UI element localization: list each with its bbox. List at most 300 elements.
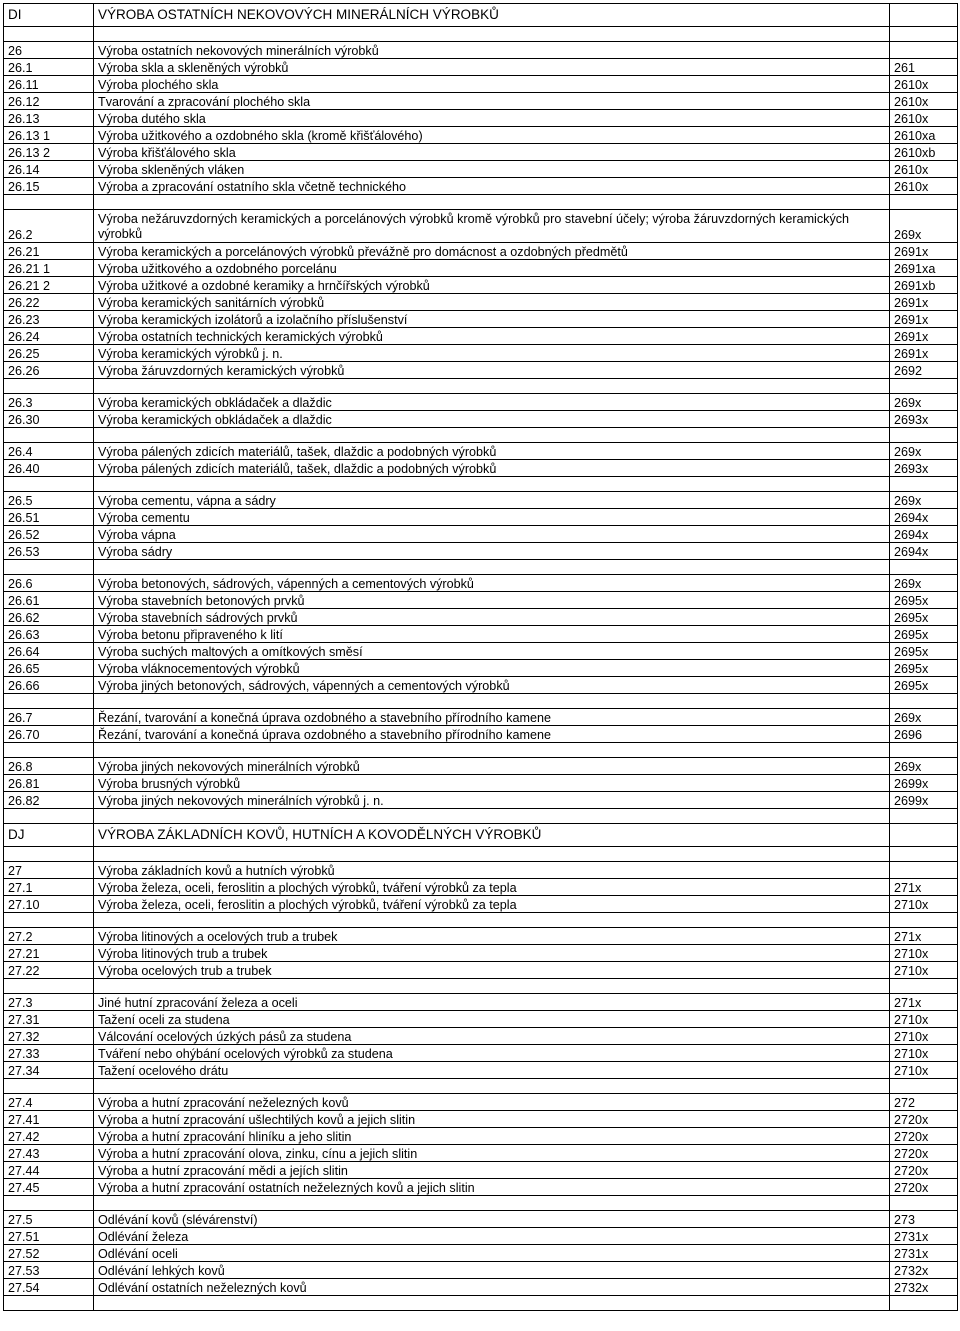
description-cell (94, 27, 890, 42)
code-cell: 27.3 (4, 994, 94, 1011)
description-cell: VÝROBA OSTATNÍCH NEKOVOVÝCH MINERÁLNÍCH VÝROBKŮ (94, 4, 890, 27)
description-cell (94, 477, 890, 492)
spacer-row (4, 694, 958, 709)
code-cell (4, 27, 94, 42)
description-cell: Výroba užitkové a ozdobné keramiky a hrnčířských výrobků (94, 277, 890, 294)
code-cell: 26.81 (4, 775, 94, 792)
code-cell: 26.51 (4, 509, 94, 526)
classification-cell: 2710x (890, 896, 958, 913)
description-cell (94, 809, 890, 824)
description-cell (94, 694, 890, 709)
table-row (4, 1045, 958, 1062)
code-cell (4, 809, 94, 824)
table-row (4, 110, 958, 127)
code-cell: 27.10 (4, 896, 94, 913)
classification-cell (890, 428, 958, 443)
code-cell: 26.7 (4, 709, 94, 726)
classification-cell: 2710x (890, 1028, 958, 1045)
classification-cell: 2691x (890, 328, 958, 345)
table-row (4, 543, 958, 560)
table-row (4, 243, 958, 260)
table-row (4, 492, 958, 509)
code-cell: 26.30 (4, 411, 94, 428)
classification-cell: 2696 (890, 726, 958, 743)
classification-cell: 2699x (890, 775, 958, 792)
section-header-row (4, 4, 958, 27)
table-row (4, 526, 958, 543)
classification-cell (890, 979, 958, 994)
spacer-row (4, 1079, 958, 1094)
code-cell: 26.66 (4, 677, 94, 694)
description-cell: Výroba stavebních sádrových prvků (94, 609, 890, 626)
code-cell: 26.70 (4, 726, 94, 743)
description-cell: VÝROBA ZÁKLADNÍCH KOVŮ, HUTNÍCH A KOVODĚLNÝCH VÝROBKŮ (94, 824, 890, 847)
table-row (4, 758, 958, 775)
classification-cell: 271x (890, 994, 958, 1011)
classification-cell: 2720x (890, 1179, 958, 1196)
code-cell: 26.11 (4, 76, 94, 93)
classification-cell: 2695x (890, 609, 958, 626)
spacer-row (4, 27, 958, 42)
table-row (4, 677, 958, 694)
description-cell: Výroba a hutní zpracování mědi a jejích slitin (94, 1162, 890, 1179)
code-cell: 26.13 1 (4, 127, 94, 144)
classification-cell: 2693x (890, 460, 958, 477)
code-cell: 26.53 (4, 543, 94, 560)
classification-cell: 2610x (890, 93, 958, 110)
code-cell (4, 560, 94, 575)
table-row (4, 59, 958, 76)
classification-cell: 269x (890, 575, 958, 592)
description-cell: Výroba keramických a porcelánových výrobků převážně pro domácnost a ozdobných předmětů (94, 243, 890, 260)
classification-cell: 2610x (890, 161, 958, 178)
table-row (4, 928, 958, 945)
description-cell: Výroba užitkového a ozdobného porcelánu (94, 260, 890, 277)
description-cell: Výroba litinových trub a trubek (94, 945, 890, 962)
classification-cell: 2720x (890, 1128, 958, 1145)
table-row (4, 1279, 958, 1296)
code-cell (4, 1296, 94, 1311)
table-row (4, 726, 958, 743)
description-cell: Výroba keramických výrobků j. n. (94, 345, 890, 362)
classification-cell: 2695x (890, 660, 958, 677)
classification-cell (890, 824, 958, 847)
code-cell: DJ (4, 824, 94, 847)
classification-cell: 2693x (890, 411, 958, 428)
description-cell: Řezání, tvarování a konečná úprava ozdobného a stavebního přírodního kamene (94, 726, 890, 743)
code-cell: 26.12 (4, 93, 94, 110)
code-cell: 27.52 (4, 1245, 94, 1262)
table-row (4, 962, 958, 979)
description-cell: Výroba skla a skleněných výrobků (94, 59, 890, 76)
table-row (4, 792, 958, 809)
code-cell: 27.22 (4, 962, 94, 979)
code-cell: 27.1 (4, 879, 94, 896)
table-row (4, 1228, 958, 1245)
table-row (4, 879, 958, 896)
classification-cell: 2710x (890, 1062, 958, 1079)
classification-cell: 2720x (890, 1162, 958, 1179)
classification-cell: 2691xb (890, 277, 958, 294)
classification-cell: 2695x (890, 592, 958, 609)
description-cell: Výroba jiných nekovových minerálních výrobků (94, 758, 890, 775)
classification-cell: 2695x (890, 677, 958, 694)
table-row (4, 709, 958, 726)
description-cell: Výroba a hutní zpracování hliníku a jeho slitin (94, 1128, 890, 1145)
table-row (4, 311, 958, 328)
description-cell: Výroba užitkového a ozdobného skla (kromě křišťálového) (94, 127, 890, 144)
spacer-row (4, 743, 958, 758)
classification-cell: 2691x (890, 294, 958, 311)
table-row (4, 1011, 958, 1028)
table-row (4, 643, 958, 660)
table-row (4, 945, 958, 962)
code-cell: 26.14 (4, 161, 94, 178)
spacer-row (4, 979, 958, 994)
table-row (4, 1162, 958, 1179)
table-row (4, 328, 958, 345)
classification-cell: 269x (890, 709, 958, 726)
spacer-row (4, 195, 958, 210)
code-cell (4, 477, 94, 492)
classification-cell: 269x (890, 758, 958, 775)
code-cell (4, 743, 94, 758)
classification-cell (890, 913, 958, 928)
code-cell: 26.82 (4, 792, 94, 809)
table-row (4, 862, 958, 879)
description-cell (94, 1296, 890, 1311)
description-cell (94, 743, 890, 758)
classification-cell (890, 847, 958, 862)
code-cell: 26.52 (4, 526, 94, 543)
table-row (4, 443, 958, 460)
table-row (4, 1145, 958, 1162)
code-cell: 26.8 (4, 758, 94, 775)
classification-cell: 2691x (890, 345, 958, 362)
classification-cell: 271x (890, 928, 958, 945)
description-cell: Výroba a zpracování ostatního skla včetně technického (94, 178, 890, 195)
code-cell: 26.21 (4, 243, 94, 260)
classification-cell (890, 379, 958, 394)
spacer-row (4, 379, 958, 394)
code-cell: 26.25 (4, 345, 94, 362)
section-header-row (4, 824, 958, 847)
classification-cell: 2732x (890, 1279, 958, 1296)
classification-cell: 271x (890, 879, 958, 896)
description-cell: Tažení oceli za studena (94, 1011, 890, 1028)
classification-cell: 2691xa (890, 260, 958, 277)
code-cell: 26.13 2 (4, 144, 94, 161)
spacer-row (4, 847, 958, 862)
code-cell: 27.42 (4, 1128, 94, 1145)
classification-cell: 2691x (890, 243, 958, 260)
description-cell: Výroba základních kovů a hutních výrobků (94, 862, 890, 879)
description-cell: Výroba a hutní zpracování olova, zinku, cínu a jejich slitin (94, 1145, 890, 1162)
description-cell: Tvarování a zpracování plochého skla (94, 93, 890, 110)
description-cell: Řezání, tvarování a konečná úprava ozdobného a stavebního přírodního kamene (94, 709, 890, 726)
description-cell: Výroba betonových, sádrových, vápenných a cementových výrobků (94, 575, 890, 592)
table-row (4, 76, 958, 93)
table-row (4, 210, 958, 243)
table-row (4, 775, 958, 792)
description-cell (94, 1196, 890, 1211)
classification-cell: 2710x (890, 945, 958, 962)
classification-cell (890, 27, 958, 42)
description-cell: Jiné hutní zpracování železa a oceli (94, 994, 890, 1011)
description-cell: Výroba cementu (94, 509, 890, 526)
classification-cell: 2610x (890, 76, 958, 93)
code-cell: 26.13 (4, 110, 94, 127)
description-cell: Tváření nebo ohýbání ocelových výrobků za studena (94, 1045, 890, 1062)
table-row (4, 1245, 958, 1262)
code-cell: 27.34 (4, 1062, 94, 1079)
classification-cell (890, 743, 958, 758)
description-cell (94, 560, 890, 575)
description-cell: Výroba vápna (94, 526, 890, 543)
code-cell: 27.54 (4, 1279, 94, 1296)
description-cell: Výroba ostatních nekovových minerálních výrobků (94, 42, 890, 59)
code-cell: 27.4 (4, 1094, 94, 1111)
code-cell: 27 (4, 862, 94, 879)
description-cell: Výroba žáruvzdorných keramických výrobků (94, 362, 890, 379)
classification-cell: 2694x (890, 509, 958, 526)
code-cell: 26.23 (4, 311, 94, 328)
classification-cell: 2731x (890, 1228, 958, 1245)
table-row (4, 575, 958, 592)
classification-cell (890, 862, 958, 879)
description-cell: Výroba cementu, vápna a sádry (94, 492, 890, 509)
classification-cell: 2610xb (890, 144, 958, 161)
table-row (4, 178, 958, 195)
description-cell (94, 979, 890, 994)
classification-cell (890, 1196, 958, 1211)
description-cell (94, 379, 890, 394)
spacer-row (4, 560, 958, 575)
description-cell: Výroba plochého skla (94, 76, 890, 93)
code-cell: 27.2 (4, 928, 94, 945)
code-cell: 26.22 (4, 294, 94, 311)
classification-cell: 2691x (890, 311, 958, 328)
table-row (4, 592, 958, 609)
code-cell (4, 979, 94, 994)
description-cell (94, 428, 890, 443)
spacer-row (4, 1196, 958, 1211)
description-cell: Výroba a hutní zpracování ostatních neželezných kovů a jejich slitin (94, 1179, 890, 1196)
code-cell: 26.64 (4, 643, 94, 660)
classification-cell: 261 (890, 59, 958, 76)
spacer-row (4, 913, 958, 928)
classification-table (3, 3, 958, 1311)
description-cell: Výroba ocelových trub a trubek (94, 962, 890, 979)
table-row (4, 1179, 958, 1196)
spacer-row (4, 428, 958, 443)
code-cell: 27.21 (4, 945, 94, 962)
description-cell: Výroba sádry (94, 543, 890, 560)
description-cell: Výroba železa, oceli, feroslitin a plochých výrobků, tváření výrobků za tepla (94, 896, 890, 913)
description-cell: Výroba jiných nekovových minerálních výrobků j. n. (94, 792, 890, 809)
classification-cell: 2699x (890, 792, 958, 809)
table-row (4, 345, 958, 362)
table-row (4, 42, 958, 59)
table-row (4, 277, 958, 294)
description-cell: Výroba jiných betonových, sádrových, vápenných a cementových výrobků (94, 677, 890, 694)
classification-cell: 269x (890, 492, 958, 509)
table-row (4, 1062, 958, 1079)
code-cell: 26.24 (4, 328, 94, 345)
table-row (4, 1262, 958, 1279)
table-row (4, 1094, 958, 1111)
code-cell: 26.5 (4, 492, 94, 509)
table-row (4, 460, 958, 477)
description-cell: Výroba stavebních betonových prvků (94, 592, 890, 609)
classification-cell: 2610xa (890, 127, 958, 144)
table-row (4, 1211, 958, 1228)
code-cell (4, 913, 94, 928)
classification-cell: 272 (890, 1094, 958, 1111)
description-cell: Výroba pálených zdicích materiálů, tašek, dlaždic a podobných výrobků (94, 443, 890, 460)
classification-cell: 2732x (890, 1262, 958, 1279)
description-cell: Válcování ocelových úzkých pásů za studena (94, 1028, 890, 1045)
table-row (4, 660, 958, 677)
description-cell: Odlévání železa (94, 1228, 890, 1245)
code-cell: 27.44 (4, 1162, 94, 1179)
description-cell: Výroba brusných výrobků (94, 775, 890, 792)
table-row (4, 1128, 958, 1145)
code-cell: 27.5 (4, 1211, 94, 1228)
description-cell: Odlévání ostatních neželezných kovů (94, 1279, 890, 1296)
classification-cell (890, 4, 958, 27)
description-cell: Výroba a hutní zpracování ušlechtilých kovů a jejich slitin (94, 1111, 890, 1128)
classification-cell: 2694x (890, 526, 958, 543)
code-cell (4, 1079, 94, 1094)
spacer-row (4, 1296, 958, 1311)
table-row (4, 93, 958, 110)
code-cell: 26.3 (4, 394, 94, 411)
code-cell: 26.61 (4, 592, 94, 609)
table-row (4, 896, 958, 913)
classification-cell (890, 477, 958, 492)
table-row (4, 609, 958, 626)
code-cell (4, 195, 94, 210)
description-cell: Výroba keramických izolátorů a izolačního příslušenství (94, 311, 890, 328)
classification-cell: 2710x (890, 962, 958, 979)
classification-cell (890, 809, 958, 824)
code-cell: 27.41 (4, 1111, 94, 1128)
classification-cell: 2710x (890, 1011, 958, 1028)
description-cell (94, 847, 890, 862)
classification-cell: 2695x (890, 643, 958, 660)
description-cell: Výroba železa, oceli, feroslitin a plochých výrobků, tváření výrobků za tepla (94, 879, 890, 896)
code-cell: 26 (4, 42, 94, 59)
description-cell: Výroba křišťálového skla (94, 144, 890, 161)
code-cell: 26.26 (4, 362, 94, 379)
description-cell: Výroba pálených zdicích materiálů, tašek, dlaždic a podobných výrobků (94, 460, 890, 477)
classification-cell (890, 560, 958, 575)
classification-cell: 2610x (890, 178, 958, 195)
spacer-row (4, 477, 958, 492)
classification-cell (890, 195, 958, 210)
table-row (4, 626, 958, 643)
classification-cell: 2720x (890, 1145, 958, 1162)
table-row (4, 994, 958, 1011)
classification-cell (890, 1079, 958, 1094)
classification-cell: 2692 (890, 362, 958, 379)
code-cell: 26.40 (4, 460, 94, 477)
classification-cell (890, 42, 958, 59)
table-row (4, 161, 958, 178)
code-cell: 27.32 (4, 1028, 94, 1045)
description-cell: Výroba nežáruvzdorných keramických a porcelánových výrobků kromě výrobků pro stavební účely; výroba žáruvzdorných keramických výrobků (94, 210, 890, 243)
description-cell: Výroba suchých maltových a omítkových směsí (94, 643, 890, 660)
table-row (4, 127, 958, 144)
description-cell: Odlévání oceli (94, 1245, 890, 1262)
description-cell: Výroba vláknocementových výrobků (94, 660, 890, 677)
table-row (4, 294, 958, 311)
code-cell: DI (4, 4, 94, 27)
classification-cell: 2720x (890, 1111, 958, 1128)
table-row (4, 509, 958, 526)
description-cell: Výroba keramických obkládaček a dlaždic (94, 411, 890, 428)
description-cell: Výroba keramických sanitárních výrobků (94, 294, 890, 311)
description-cell: Výroba dutého skla (94, 110, 890, 127)
spacer-row (4, 809, 958, 824)
code-cell: 26.62 (4, 609, 94, 626)
classification-cell: 269x (890, 210, 958, 243)
code-cell (4, 694, 94, 709)
table-row (4, 144, 958, 161)
table-row (4, 411, 958, 428)
code-cell: 27.53 (4, 1262, 94, 1279)
code-cell: 26.21 1 (4, 260, 94, 277)
description-cell (94, 195, 890, 210)
classification-cell: 2710x (890, 1045, 958, 1062)
description-cell: Výroba ostatních technických keramických výrobků (94, 328, 890, 345)
description-cell: Odlévání kovů (slévárenství) (94, 1211, 890, 1228)
code-cell: 27.51 (4, 1228, 94, 1245)
description-cell (94, 913, 890, 928)
code-cell (4, 428, 94, 443)
table-body (4, 4, 958, 1311)
description-cell: Výroba a hutní zpracování neželezných kovů (94, 1094, 890, 1111)
code-cell: 26.21 2 (4, 277, 94, 294)
code-cell: 26.1 (4, 59, 94, 76)
description-cell: Výroba litinových a ocelových trub a trubek (94, 928, 890, 945)
code-cell (4, 379, 94, 394)
description-cell: Výroba betonu připraveného k lití (94, 626, 890, 643)
code-cell: 26.63 (4, 626, 94, 643)
code-cell: 27.33 (4, 1045, 94, 1062)
classification-cell: 2610x (890, 110, 958, 127)
classification-cell: 2731x (890, 1245, 958, 1262)
code-cell (4, 1196, 94, 1211)
classification-cell: 269x (890, 443, 958, 460)
code-cell: 26.15 (4, 178, 94, 195)
code-cell: 26.2 (4, 210, 94, 243)
classification-cell (890, 1296, 958, 1311)
classification-cell: 273 (890, 1211, 958, 1228)
classification-cell: 2694x (890, 543, 958, 560)
description-cell: Tažení ocelového drátu (94, 1062, 890, 1079)
classification-cell: 2695x (890, 626, 958, 643)
code-cell (4, 847, 94, 862)
code-cell: 27.43 (4, 1145, 94, 1162)
table-row (4, 1111, 958, 1128)
table-row (4, 394, 958, 411)
code-cell: 27.45 (4, 1179, 94, 1196)
classification-cell: 269x (890, 394, 958, 411)
description-cell: Výroba skleněných vláken (94, 161, 890, 178)
description-cell: Odlévání lehkých kovů (94, 1262, 890, 1279)
